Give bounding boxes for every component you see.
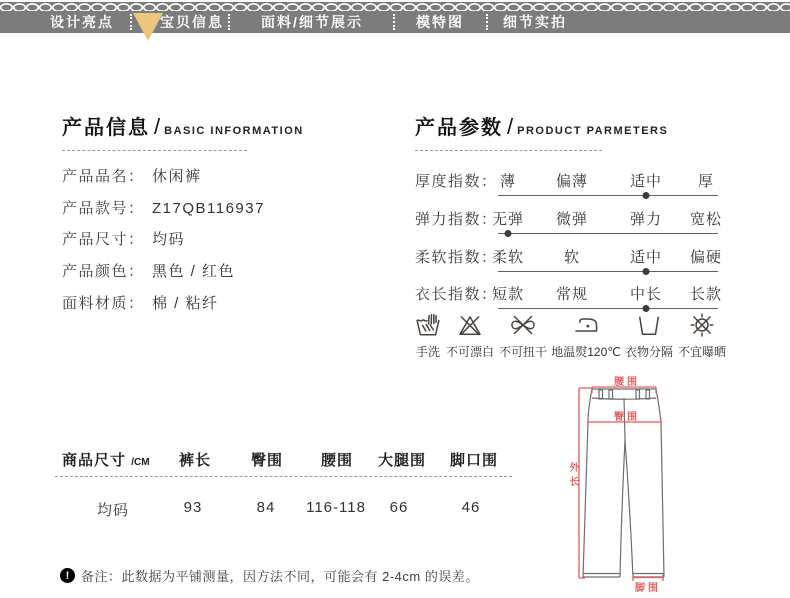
nav-separator [393, 14, 395, 30]
care-label: 不可扭干 [498, 345, 548, 359]
param-row-softness [415, 246, 747, 280]
measurement-note [60, 566, 479, 585]
care-item-no-sun [678, 312, 726, 360]
diagram-outer-length-label: 外长 [567, 462, 578, 490]
slider-dot [505, 230, 512, 237]
param-option: 长款 [689, 286, 723, 303]
diagram-hip-label: 臀围 [614, 412, 640, 423]
slider-track [498, 308, 718, 309]
param-label: 衣长指数： [415, 286, 498, 303]
slider-dot [643, 305, 650, 312]
table-divider [55, 476, 512, 477]
param-option: 宽松 [689, 211, 723, 228]
divider [415, 150, 602, 151]
param-option: 偏硬 [689, 249, 723, 266]
info-row-material [62, 294, 219, 314]
param-row-thickness [415, 170, 747, 204]
param-option: 常规 [555, 286, 589, 303]
hand-wash-icon [415, 312, 441, 342]
param-label: 柔软指数： [415, 249, 498, 266]
info-value: 休闲裤 [152, 168, 202, 185]
care-label: 地温熨120℃ [551, 345, 621, 359]
parameters-subtitle: PRODUCT PARMETERS [517, 125, 669, 137]
param-option: 无弹 [491, 211, 525, 228]
heading-slash: / [154, 114, 161, 139]
info-label: 面料材质： [62, 295, 145, 312]
heading-slash: / [507, 114, 514, 139]
size-cell-waist: 116-118 [306, 499, 366, 516]
param-option: 柔软 [491, 249, 525, 266]
size-cell-thigh: 66 [389, 499, 409, 516]
basic-info-title: 产品信息 [62, 117, 150, 139]
chain-border [0, 0, 790, 11]
care-item-no-bleach [446, 312, 494, 360]
note-text: 备注：此数据为平铺测量，因方法不同，可能会有 2-4cm 的误差。 [81, 569, 479, 584]
info-value: 棉 / 粘纤 [152, 295, 219, 312]
size-table-unit: /CM [131, 457, 150, 468]
size-table-header-title: 商品尺寸 /CM [62, 452, 150, 469]
param-row-elasticity [415, 208, 747, 242]
size-table-header-thigh: 大腿围 [377, 452, 427, 469]
basic-info-heading [62, 111, 304, 140]
care-label: 手洗 [415, 345, 440, 359]
size-cell-leg-opening: 46 [461, 499, 481, 516]
param-option: 适中 [629, 249, 663, 266]
info-label: 产品尺寸： [62, 231, 145, 248]
care-label: 不可漂白 [445, 345, 495, 359]
care-item-wash-separately [625, 312, 673, 360]
info-label: 产品款号： [62, 200, 145, 217]
active-tab-arrow-icon [133, 13, 163, 41]
size-table-header-pant-length: 裤长 [178, 452, 212, 469]
info-row-product-name [62, 167, 202, 187]
info-label: 产品品名： [62, 168, 145, 185]
low-iron-icon [551, 312, 621, 342]
no-bleach-icon [446, 312, 494, 342]
info-row-color [62, 262, 236, 282]
parameters-title: 产品参数 [415, 117, 503, 139]
param-option: 厚 [697, 173, 715, 190]
slider-dot [643, 268, 650, 275]
nav-item-fabric-details[interactable]: 面料/细节展示 [261, 14, 363, 30]
info-row-style-number [62, 199, 265, 219]
param-option: 短款 [491, 286, 525, 303]
slider-dot [643, 192, 650, 199]
info-label: 产品颜色： [62, 263, 145, 280]
size-cell-size: 均码 [96, 502, 130, 519]
section-nav-bar [0, 11, 790, 33]
nav-item-detail-shots[interactable]: 细节实拍 [503, 14, 567, 30]
nav-item-model-photos[interactable]: 模特图 [416, 14, 464, 30]
parameters-heading [415, 111, 668, 140]
info-row-size [62, 230, 186, 250]
param-option: 中长 [629, 286, 663, 303]
nav-separator [228, 14, 230, 30]
alert-icon: ! [60, 568, 75, 583]
care-item-low-iron [551, 312, 621, 360]
size-cell-pant-length: 93 [183, 499, 203, 516]
slider-track [498, 195, 718, 196]
param-option: 适中 [629, 173, 663, 190]
size-table-header-leg-opening: 脚口围 [449, 452, 499, 469]
size-cell-hip: 84 [256, 499, 276, 516]
size-table-header-hip: 臀围 [250, 452, 284, 469]
nav-separator [486, 14, 488, 30]
nav-item-design-highlights[interactable]: 设计亮点 [50, 14, 114, 30]
divider [62, 150, 247, 151]
info-value: Z17QB116937 [152, 200, 265, 217]
diagram-waist-label: 腰围 [614, 377, 640, 388]
care-label: 衣物分隔 [624, 345, 674, 359]
no-wring-icon [499, 312, 547, 342]
basic-info-subtitle: BASIC INFORMATION [164, 125, 304, 137]
param-label: 弹力指数： [415, 211, 498, 228]
size-table-header-waist: 腰围 [320, 452, 354, 469]
param-label: 厚度指数： [415, 173, 498, 190]
slider-track [498, 271, 718, 272]
info-value: 黑色 / 红色 [152, 263, 236, 280]
wash-separately-icon [625, 312, 673, 342]
care-label: 不宜曝晒 [677, 345, 727, 359]
param-option: 软 [563, 249, 581, 266]
care-item-hand-wash [415, 312, 441, 360]
nav-item-item-info[interactable]: 宝贝信息 [160, 14, 224, 30]
param-option: 偏薄 [555, 173, 589, 190]
nav-separator [130, 14, 132, 30]
no-sun-icon [678, 312, 726, 342]
param-option: 弹力 [629, 211, 663, 228]
care-item-no-wring [499, 312, 547, 360]
param-option: 薄 [499, 173, 517, 190]
param-option: 微弹 [555, 211, 589, 228]
info-value: 均码 [152, 231, 186, 248]
diagram-hem-label: 脚围 [635, 583, 661, 594]
slider-track [498, 233, 718, 234]
